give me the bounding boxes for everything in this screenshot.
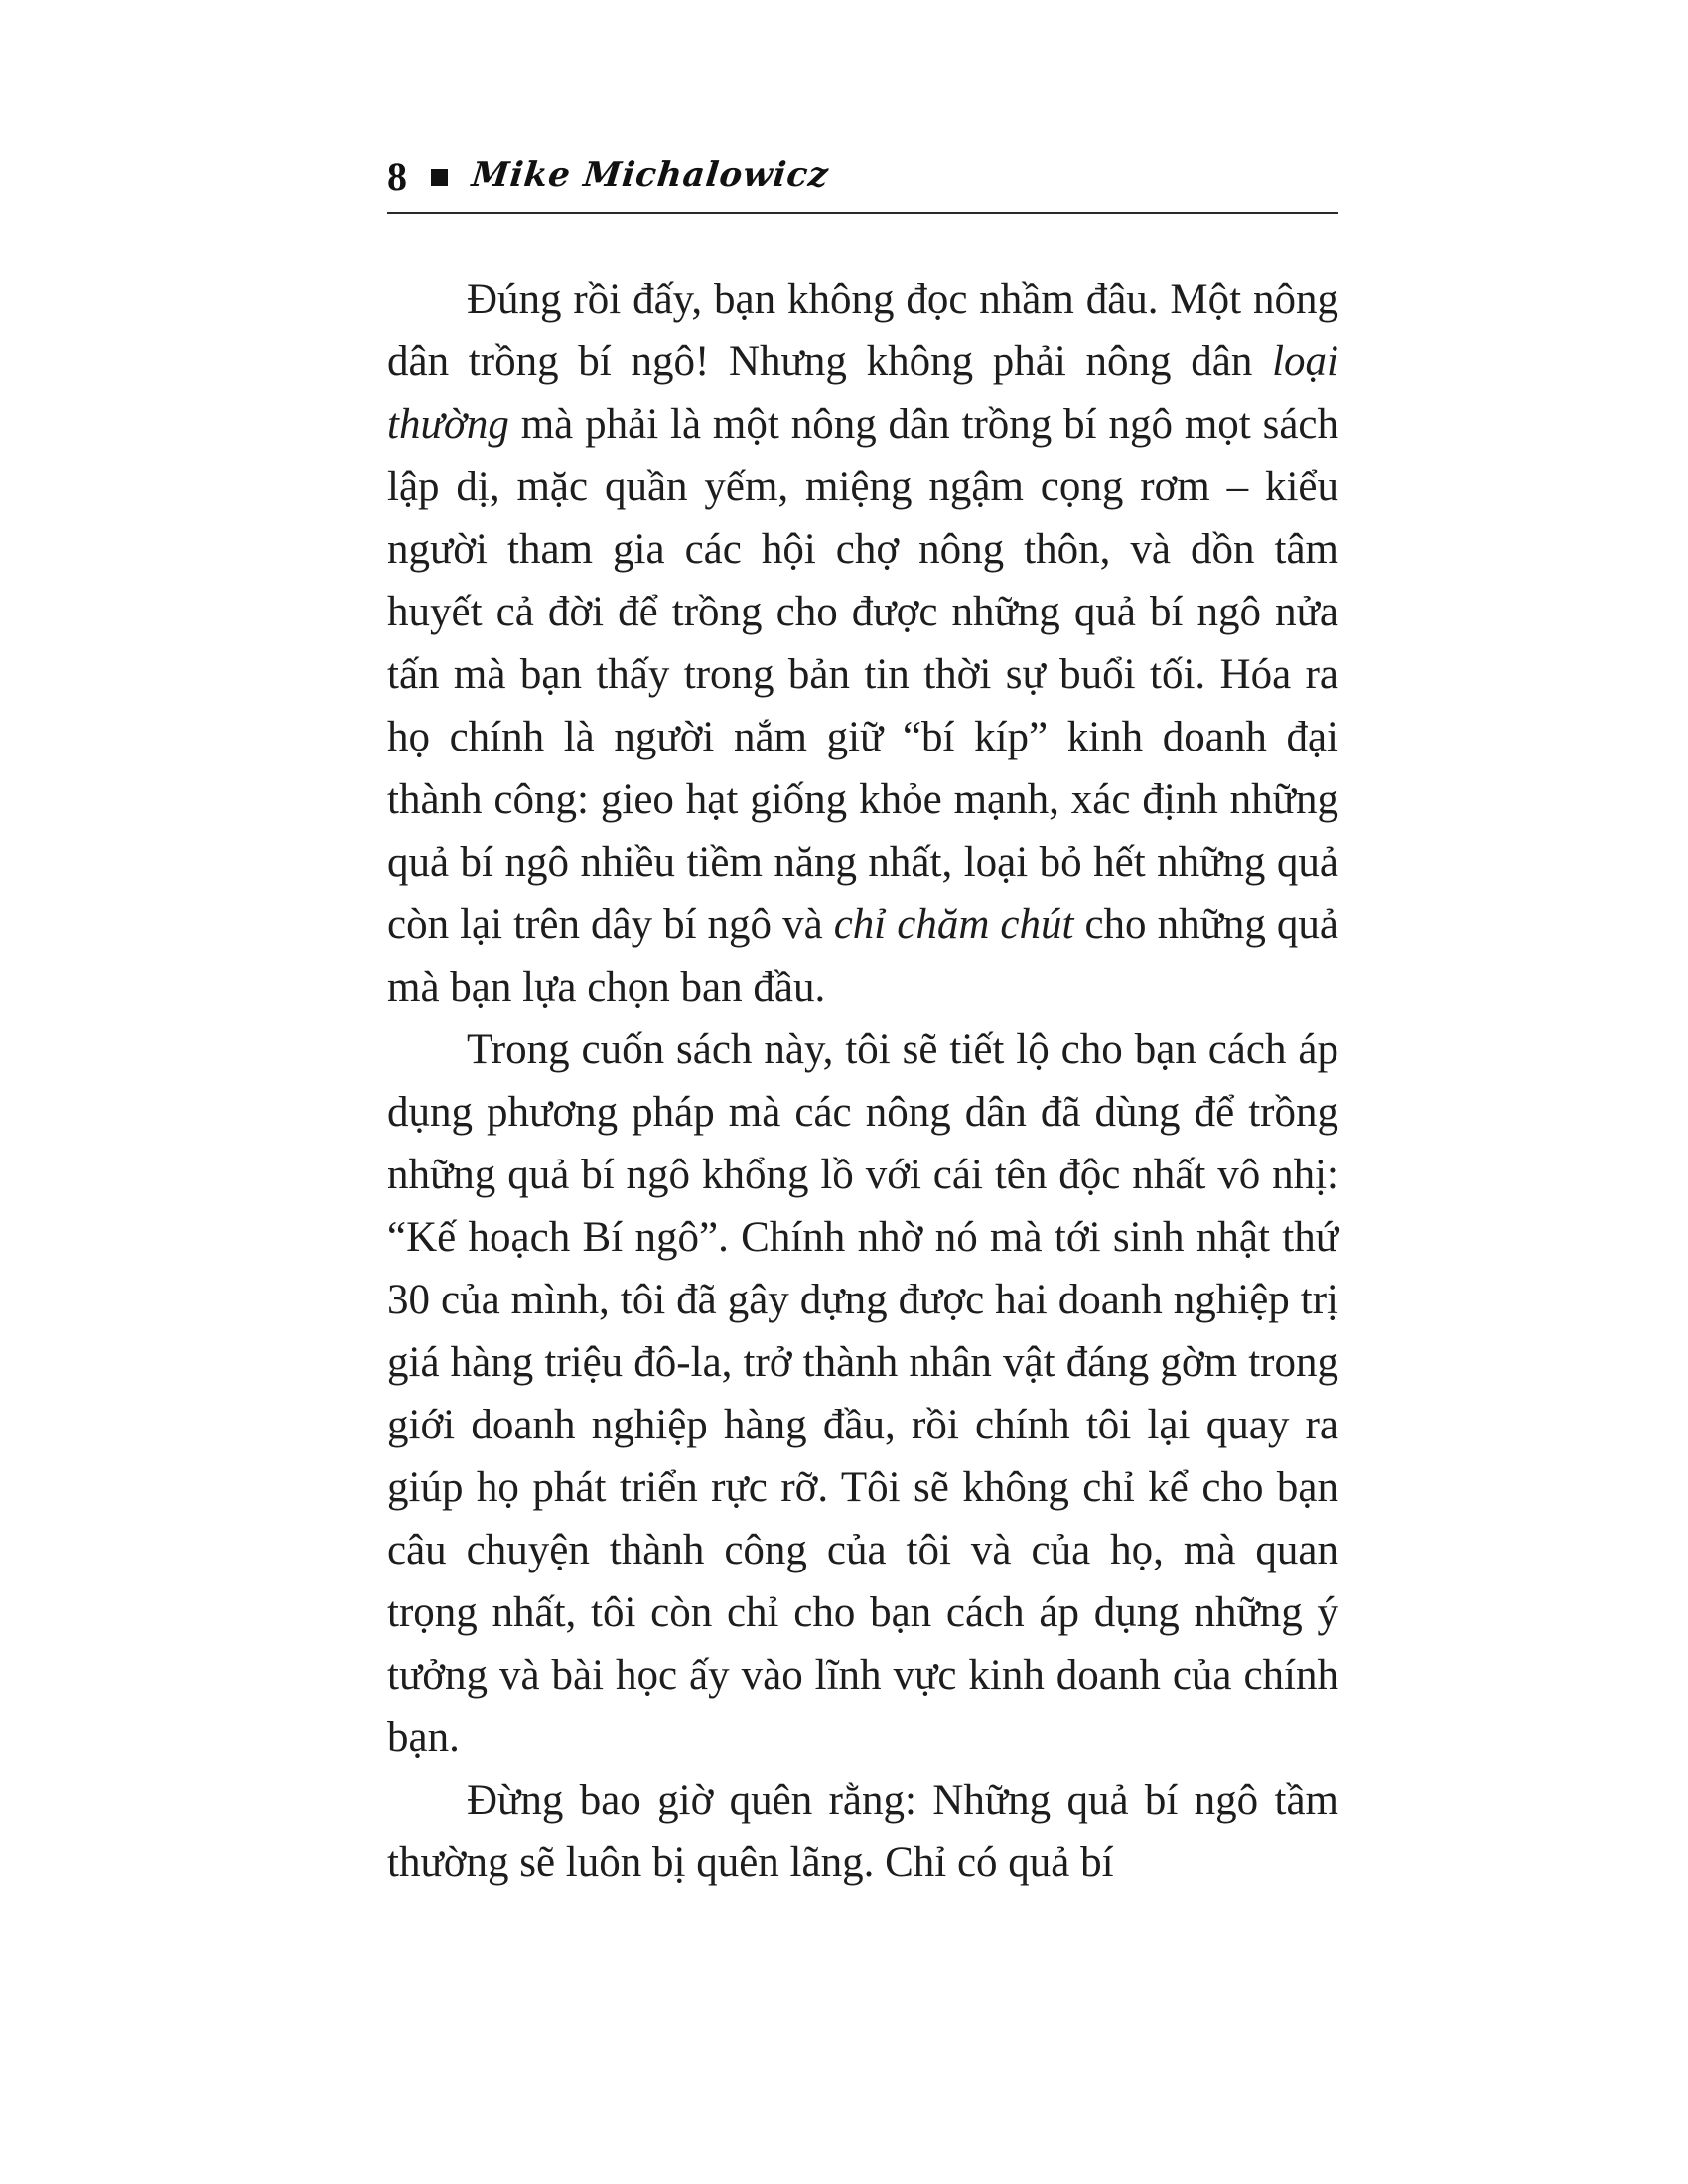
paragraph-text: Đừng bao giờ quên rằng: Những quả bí ngô tầm thường sẽ luôn bị quên lãng. Chỉ có quả bí xyxy=(387,1777,1338,1886)
author-name: Mike Michalowicz xyxy=(470,155,831,195)
paragraph xyxy=(387,1019,1338,1769)
paragraph-text-italic: chỉ chăm chút xyxy=(833,901,1074,948)
paragraph xyxy=(387,268,1338,1019)
page-content xyxy=(387,154,1338,1894)
paragraph-text: Đúng rồi đấy, bạn không đọc nhầm đâu. Một nông dân trồng bí ngô! Nhưng không phải nông dân xyxy=(387,276,1338,385)
paragraph-text: cho những quả mà bạn lựa chọn ban đầu. xyxy=(387,901,1338,1011)
page-header xyxy=(387,154,1338,214)
paragraph xyxy=(387,1769,1338,1894)
body-text xyxy=(387,268,1338,1894)
page-number: 8 xyxy=(387,154,407,199)
paragraph-text: mà phải là một nông dân trồng bí ngô mọt sách lập dị, mặc quần yếm, miệng ngậm cọng rơm – kiểu người tham gia các hội chợ nông thôn, và dồn tâm huyết cả đời để trồng cho được những quả bí ngô nửa tấn mà bạn thấy trong bản tin thời sự buổi tối. Hóa ra họ chính là người nắm giữ “bí kíp” kinh doanh đại thành công: gieo hạt giống khỏe mạnh, xác định những quả bí ngô nhiều tiềm năng nhất, loại bỏ hết những quả còn lại trên dây bí ngô và xyxy=(387,401,1338,948)
square-bullet-icon xyxy=(431,169,448,186)
paragraph-text: Trong cuốn sách này, tôi sẽ tiết lộ cho bạn cách áp dụng phương pháp mà các nông dân đã dùng để trồng những quả bí ngô khổng lồ với cái tên độc nhất vô nhị: “Kế hoạch Bí ngô”. Chính nhờ nó mà tới sinh nhật thứ 30 của mình, tôi đã gây dựng được hai doanh nghiệp trị giá hàng triệu đô-la, trở thành nhân vật đáng gờm trong giới doanh nghiệp hàng đầu, rồi chính tôi lại quay ra giúp họ phát triển rực rỡ. Tôi sẽ không chỉ kể cho bạn câu chuyện thành công của tôi và của họ, mà quan trọng nhất, tôi còn chỉ cho bạn cách áp dụng những ý tưởng và bài học ấy vào lĩnh vực kinh doanh của chính bạn. xyxy=(387,1026,1338,1761)
paragraph-text-italic: loại thường xyxy=(387,339,1338,448)
